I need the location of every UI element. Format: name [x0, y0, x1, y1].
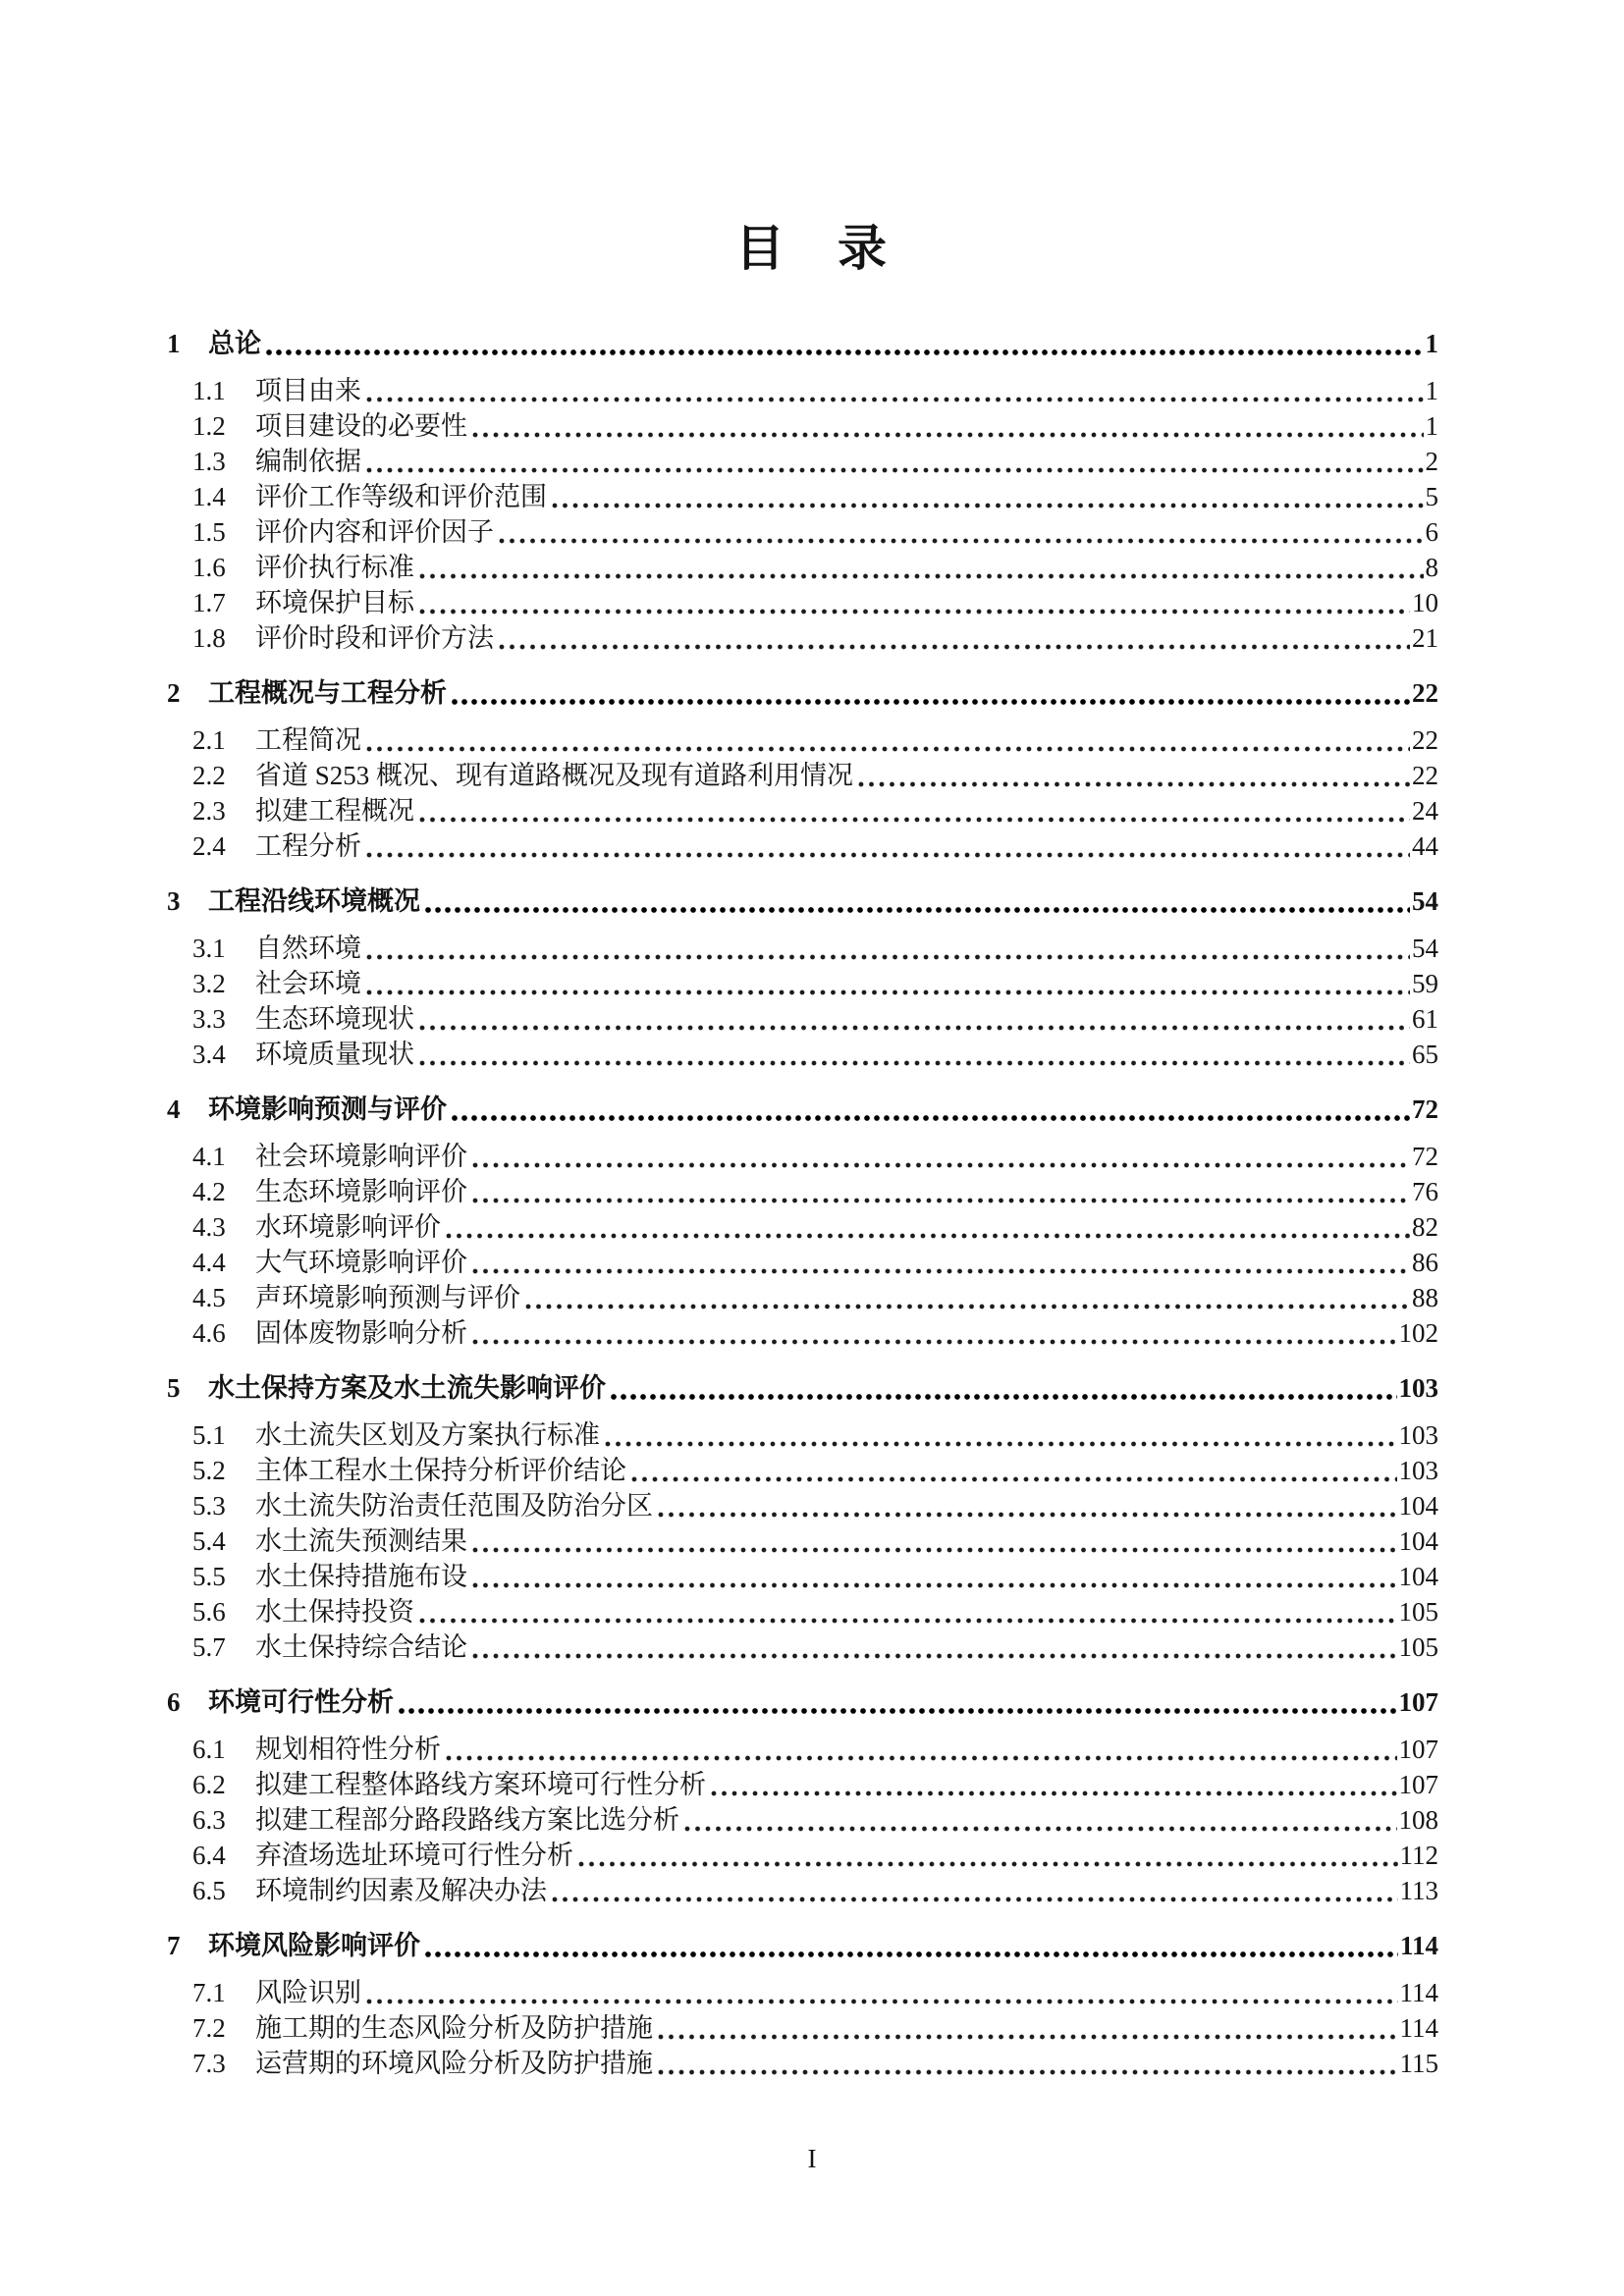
toc-entry-label: 水土保持措施布设 [255, 1562, 467, 1591]
toc-entry-page: 44 [1412, 831, 1438, 861]
toc-entry-page: 72 [1412, 1142, 1438, 1171]
toc-entry-page: 103 [1398, 1456, 1438, 1485]
toc-entry [167, 1523, 1438, 1559]
toc-entry-number: 6.5 [192, 1876, 226, 1905]
toc-entry-page: 103 [1398, 1373, 1438, 1403]
toc-entry [167, 1092, 1438, 1127]
toc-entry-label: 工程简况 [255, 725, 361, 755]
toc-entry-page: 115 [1399, 2049, 1438, 2078]
toc-dot-leader [657, 2033, 1398, 2041]
toc-entry-number: 6.2 [192, 1770, 226, 1799]
toc-entry [167, 1315, 1438, 1351]
toc-entry [167, 793, 1438, 828]
toc-entry-label: 工程沿线环境概况 [208, 886, 420, 916]
toc-dot-leader [551, 502, 1424, 509]
toc-entry-number: 1.1 [192, 376, 226, 405]
toc-entry [167, 585, 1438, 620]
toc-entry-label: 弃渣场选址环境可行性分析 [255, 1841, 573, 1870]
toc-entry-page: 61 [1412, 1004, 1438, 1034]
toc-entry-page: 5 [1425, 482, 1438, 511]
toc-dot-leader [471, 1546, 1397, 1554]
toc-entry-label: 省道 S253 概况、现有道路概况及现有道路利用情况 [255, 761, 854, 790]
toc-entry-number: 5.6 [192, 1597, 226, 1627]
toc-entry-number: 4.5 [192, 1283, 226, 1312]
toc-entry-label: 工程分析 [255, 831, 361, 861]
toc-dot-leader [418, 1059, 1410, 1067]
toc-dot-leader [524, 1303, 1410, 1310]
toc-entry-number: 1.3 [192, 447, 226, 476]
toc-entry-label: 总论 [208, 329, 261, 358]
toc-entry-page: 59 [1412, 969, 1438, 998]
toc-entry-label: 环境可行性分析 [208, 1687, 394, 1717]
toc-entry-label: 风险识别 [255, 1978, 361, 2007]
toc-entry-number: 4 [167, 1095, 181, 1124]
toc-dot-leader [365, 851, 1410, 859]
toc-entry-label: 工程概况与工程分析 [208, 678, 447, 708]
toc-entry-number: 5 [167, 1373, 181, 1403]
toc-entry-page: 21 [1412, 623, 1438, 653]
toc-entry [167, 1802, 1438, 1838]
toc-entry [167, 1245, 1438, 1280]
toc-entry-number: 2.1 [192, 725, 226, 755]
toc-entry-label: 施工期的生态风险分析及防护措施 [255, 2013, 653, 2043]
toc-entry-page: 114 [1399, 1931, 1438, 1960]
toc-entry-label: 声环境影响预测与评价 [255, 1283, 520, 1312]
toc-entry [167, 828, 1438, 864]
toc-dot-leader [398, 1707, 1397, 1715]
toc-entry [167, 373, 1438, 408]
toc-dot-leader [471, 431, 1424, 439]
toc-entry-label: 水土保持方案及水土流失影响评价 [208, 1373, 606, 1403]
toc-entry-label: 环境制约因素及解决办法 [255, 1876, 547, 1905]
toc-dot-leader [365, 1998, 1398, 2005]
toc-entry [167, 2046, 1438, 2081]
toc-entry-page: 10 [1412, 588, 1438, 617]
toc-dot-leader [657, 1511, 1397, 1519]
toc-entry-number: 6.1 [192, 1735, 226, 1764]
toc-entry [167, 479, 1438, 514]
toc-entry-number: 1 [167, 329, 181, 358]
toc-entry [167, 1139, 1438, 1174]
toc-entry-page: 114 [1399, 1978, 1438, 2007]
toc-entry-number: 5.2 [192, 1456, 226, 1485]
toc-entry [167, 1732, 1438, 1767]
toc-dot-leader [365, 745, 1410, 753]
toc-entry-number: 4.2 [192, 1177, 226, 1206]
toc-entry-label: 水土流失区划及方案执行标准 [255, 1420, 600, 1450]
toc-entry-number: 3.3 [192, 1004, 226, 1034]
toc-entry-number: 7.2 [192, 2013, 226, 2043]
toc-entry-page: 107 [1398, 1735, 1438, 1764]
toc-entry [167, 1209, 1438, 1245]
toc-entry-number: 7 [167, 1931, 181, 1960]
toc-dot-leader [710, 1789, 1397, 1797]
toc-entry [167, 758, 1438, 793]
footer-page-number: I [807, 2144, 817, 2173]
toc-entry-page: 86 [1412, 1248, 1438, 1277]
toc-entry-page: 1 [1425, 411, 1438, 441]
toc-entry-label: 编制依据 [255, 447, 361, 476]
toc-entry-number: 5.1 [192, 1420, 226, 1450]
toc-entry-page: 22 [1412, 761, 1438, 790]
toc-entry-label: 大气环境影响评价 [255, 1248, 467, 1277]
toc-entry [167, 1928, 1438, 1963]
toc-entry-label: 项目建设的必要性 [255, 411, 467, 441]
toc-entry-page: 105 [1398, 1597, 1438, 1627]
toc-entry-label: 拟建工程部分路段路线方案比选分析 [255, 1805, 679, 1835]
toc-entry-page: 88 [1412, 1283, 1438, 1312]
toc-entry [167, 1370, 1438, 1406]
toc-entry-number: 1.5 [192, 517, 226, 547]
toc-entry [167, 1488, 1438, 1523]
toc-entry-page: 105 [1398, 1632, 1438, 1662]
toc-entry [167, 883, 1438, 919]
toc-entry [167, 514, 1438, 550]
toc-entry-label: 水土流失防治责任范围及防治分区 [255, 1491, 653, 1521]
toc-dot-leader [551, 1896, 1398, 1903]
toc-dot-leader [418, 572, 1424, 580]
toc-entry-number: 1.2 [192, 411, 226, 441]
toc-entry-page: 107 [1398, 1687, 1438, 1717]
toc-entry-label: 水环境影响评价 [255, 1212, 441, 1242]
toc-entry-number: 6.3 [192, 1805, 226, 1835]
toc-entry [167, 1684, 1438, 1720]
toc-entry-number: 2 [167, 678, 181, 708]
toc-entry-page: 8 [1425, 553, 1438, 582]
toc-entry-number: 5.7 [192, 1632, 226, 1662]
toc-entry [167, 1975, 1438, 2010]
toc-dot-leader [445, 1754, 1397, 1762]
toc-entry [167, 1037, 1438, 1072]
toc-entry-number: 3.1 [192, 934, 226, 963]
toc-entry-page: 76 [1412, 1177, 1438, 1206]
toc-entry [167, 1594, 1438, 1629]
toc-entry [167, 1838, 1438, 1873]
toc-entry-label: 自然环境 [255, 934, 361, 963]
toc-dot-leader [424, 1950, 1398, 1958]
toc-entry-page: 114 [1399, 2013, 1438, 2043]
toc-entry-label: 评价内容和评价因子 [255, 517, 494, 547]
toc-entry-label: 规划相符性分析 [255, 1735, 441, 1764]
toc-entry-label: 水土保持投资 [255, 1597, 414, 1627]
toc-entry [167, 2010, 1438, 2046]
toc-entry-label: 环境影响预测与评价 [208, 1095, 447, 1124]
toc-dot-leader [418, 1024, 1410, 1032]
toc-entry-number: 3.2 [192, 969, 226, 998]
toc-entry [167, 1417, 1438, 1453]
toc-entry-page: 54 [1412, 934, 1438, 963]
toc-entry-page: 2 [1425, 447, 1438, 476]
toc-entry-label: 评价执行标准 [255, 553, 414, 582]
toc-entry-page: 22 [1412, 725, 1438, 755]
toc-dot-leader [630, 1475, 1397, 1483]
toc-entry-label: 社会环境 [255, 969, 361, 998]
toc-dot-leader [857, 780, 1410, 788]
toc-entry-page: 107 [1398, 1770, 1438, 1799]
toc-dot-leader [683, 1825, 1397, 1833]
toc-dot-leader [471, 1161, 1410, 1169]
toc-entry-number: 5.4 [192, 1526, 226, 1556]
toc-entry-label: 运营期的环境风险分析及防护措施 [255, 2049, 653, 2078]
toc-entry-number: 1.7 [192, 588, 226, 617]
toc-dot-leader [424, 906, 1410, 914]
toc-dot-leader [418, 608, 1410, 615]
toc-entry-number: 7.1 [192, 1978, 226, 2007]
toc-entry-page: 1 [1425, 376, 1438, 405]
toc-entry-page: 104 [1398, 1526, 1438, 1556]
toc-entry-label: 社会环境影响评价 [255, 1142, 467, 1171]
toc-entry [167, 326, 1438, 361]
toc-entry-page: 24 [1412, 796, 1438, 826]
toc-entry-number: 7.3 [192, 2049, 226, 2078]
toc-dot-leader [577, 1860, 1398, 1868]
toc-entry [167, 1559, 1438, 1594]
toc-entry-label: 环境风险影响评价 [208, 1931, 420, 1960]
toc-dot-leader [365, 988, 1410, 996]
toc-dot-leader [657, 2068, 1398, 2076]
toc-entry [167, 1873, 1438, 1908]
toc-entry-page: 1 [1425, 329, 1438, 358]
toc-dot-leader [498, 643, 1410, 651]
toc-entry-label: 水土保持综合结论 [255, 1632, 467, 1662]
toc-entry-label: 生态环境影响评价 [255, 1177, 467, 1206]
toc-entry-number: 4.6 [192, 1318, 226, 1348]
toc-entry-page: 54 [1412, 886, 1438, 916]
toc-entry-page: 65 [1412, 1040, 1438, 1069]
toc-entry [167, 1767, 1438, 1802]
toc-entry-label: 评价时段和评价方法 [255, 623, 494, 653]
toc-dot-leader [610, 1393, 1397, 1401]
toc-dot-leader [471, 1581, 1397, 1589]
toc-dot-leader [365, 396, 1424, 403]
toc-entry-number: 1.8 [192, 623, 226, 653]
toc-dot-leader [451, 1114, 1410, 1122]
toc-dot-leader [451, 698, 1410, 706]
toc-entry [167, 722, 1438, 758]
toc-entry-number: 1.4 [192, 482, 226, 511]
toc-entry-label: 评价工作等级和评价范围 [255, 482, 547, 511]
toc-entry-page: 113 [1399, 1876, 1438, 1905]
toc-entry-label: 拟建工程整体路线方案环境可行性分析 [255, 1770, 706, 1799]
toc-dot-leader [418, 816, 1410, 824]
toc-entry-number: 6.4 [192, 1841, 226, 1870]
toc-entry-number: 2.4 [192, 831, 226, 861]
toc-entry [167, 966, 1438, 1001]
toc-entry-number: 6 [167, 1687, 181, 1717]
toc-entry-number: 4.3 [192, 1212, 226, 1242]
toc-dot-leader [498, 537, 1424, 545]
toc-dot-leader [365, 953, 1410, 961]
toc-entry [167, 675, 1438, 711]
toc-dot-leader [471, 1197, 1410, 1204]
toc-entry-page: 104 [1398, 1562, 1438, 1591]
toc-entry-number: 2.2 [192, 761, 226, 790]
toc-entry [167, 408, 1438, 444]
toc-entry-number: 5.3 [192, 1491, 226, 1521]
toc-entry-page: 103 [1398, 1420, 1438, 1450]
toc-entry-number: 3.4 [192, 1040, 226, 1069]
toc-entry-number: 4.4 [192, 1248, 226, 1277]
toc-entry-label: 固体废物影响分析 [255, 1318, 467, 1348]
toc-entry-label: 水土流失预测结果 [255, 1526, 467, 1556]
toc-entry-label: 主体工程水土保持分析评价结论 [255, 1456, 626, 1485]
toc-dot-leader [471, 1338, 1397, 1346]
toc-entry-page: 112 [1399, 1841, 1438, 1870]
toc-entry [167, 1174, 1438, 1209]
toc-dot-leader [445, 1232, 1410, 1240]
page-title: 目 录 [735, 221, 889, 276]
toc-entry-page: 22 [1412, 678, 1438, 708]
toc-dot-leader [471, 1267, 1410, 1275]
toc-entry-label: 项目由来 [255, 376, 361, 405]
toc-entry-number: 3 [167, 886, 181, 916]
toc-entry-page: 108 [1398, 1805, 1438, 1835]
toc-dot-leader [418, 1617, 1397, 1625]
toc-entry [167, 550, 1438, 585]
toc-list [167, 306, 1438, 2081]
toc-entry-label: 环境保护目标 [255, 588, 414, 617]
toc-entry-number: 2.3 [192, 796, 226, 826]
toc-entry-page: 82 [1412, 1212, 1438, 1242]
toc-entry-page: 6 [1425, 517, 1438, 547]
toc-dot-leader [365, 466, 1424, 474]
toc-dot-leader [471, 1652, 1397, 1660]
toc-entry-number: 5.5 [192, 1562, 226, 1591]
toc-entry-page: 102 [1398, 1318, 1438, 1348]
toc-entry-label: 环境质量现状 [255, 1040, 414, 1069]
toc-entry [167, 444, 1438, 479]
toc-entry [167, 931, 1438, 966]
toc-entry-label: 拟建工程概况 [255, 796, 414, 826]
toc-entry-page: 72 [1412, 1095, 1438, 1124]
toc-dot-leader [604, 1440, 1397, 1448]
toc-entry-label: 生态环境现状 [255, 1004, 414, 1034]
toc-entry [167, 1629, 1438, 1665]
toc-entry [167, 1453, 1438, 1488]
toc-dot-leader [265, 348, 1424, 356]
toc-entry [167, 620, 1438, 656]
toc-entry [167, 1280, 1438, 1315]
toc-entry [167, 1001, 1438, 1037]
toc-entry-number: 1.6 [192, 553, 226, 582]
toc-entry-number: 4.1 [192, 1142, 226, 1171]
toc-entry-page: 104 [1398, 1491, 1438, 1521]
